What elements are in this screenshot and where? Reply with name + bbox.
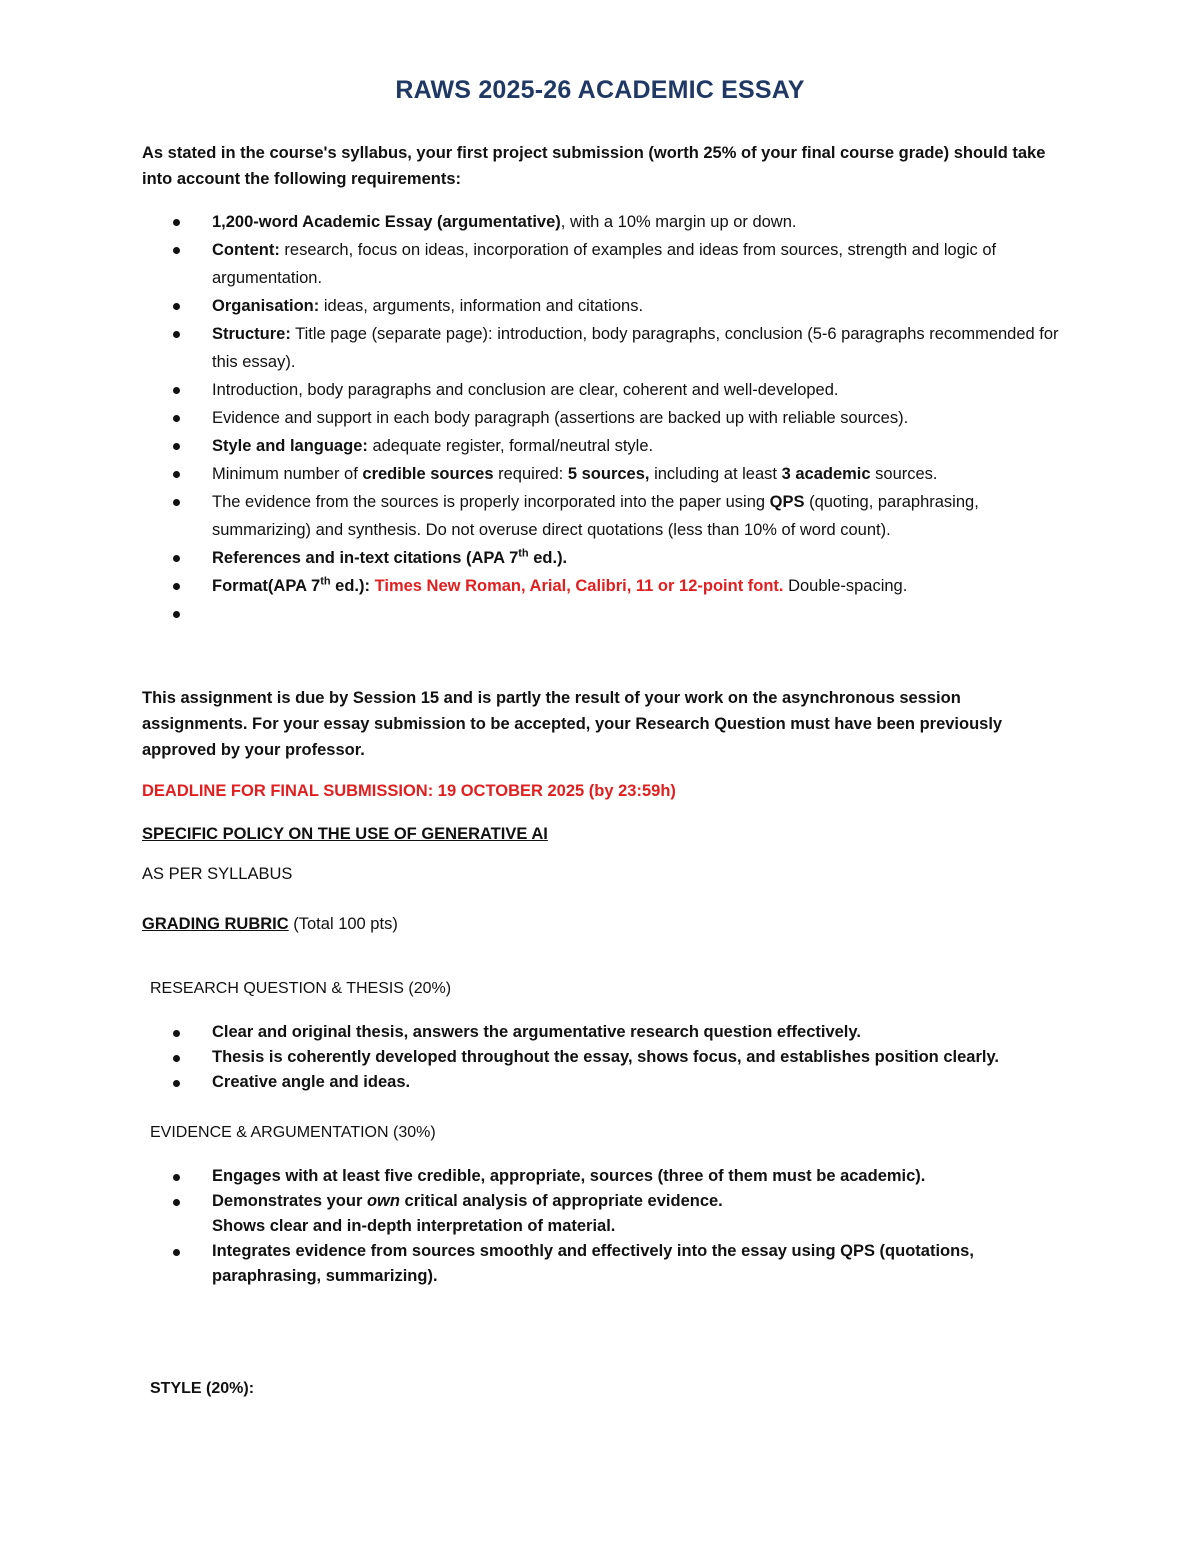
bullet-icon	[173, 247, 180, 254]
list-item: Evidence and support in each body paragraph (assertions are backed up with reliable sources).	[142, 404, 1072, 432]
evidence-criteria-list	[142, 1164, 1072, 1289]
bullet-icon	[173, 1030, 180, 1037]
list-item: The evidence from the sources is properly incorporated into the paper using QPS (quoting, paraphrasing, summarizing) and synthesis. Do not overuse direct quotations (less than 10% of word count).	[142, 488, 1072, 544]
bullet-icon	[173, 1249, 180, 1256]
requirements-list	[142, 208, 1072, 620]
intro-paragraph: As stated in the course's syllabus, your first project submission (worth 25% of your final course grade) should take into account the following requirements:	[142, 144, 1046, 188]
list-item: 1,200-word Academic Essay (argumentative), with a 10% margin up or down.	[142, 208, 1072, 236]
bullet-icon	[173, 1055, 180, 1062]
list-item: Format(APA 7th ed.): Times New Roman, Arial, Calibri, 11 or 12-point font. Double-spacing.	[142, 572, 1072, 600]
list-item: Organisation: ideas, arguments, information and citations.	[142, 292, 1072, 320]
list-item-empty	[142, 600, 1072, 620]
list-item: Clear and original thesis, answers the argumentative research question effectively.	[142, 1020, 1072, 1045]
rubric-heading: GRADING RUBRIC	[142, 915, 289, 933]
rubric-heading-line	[142, 911, 1067, 937]
bullet-icon	[173, 387, 180, 394]
due-paragraph: This assignment is due by Session 15 and is partly the result of your work on the asynchronous session assignments. For your essay submission to be accepted, your Research Question must have been previously approved by your professor.	[142, 689, 1003, 759]
bullet-icon	[173, 499, 180, 506]
bullet-icon	[173, 583, 180, 590]
bullet-icon	[173, 611, 180, 618]
list-item: Engages with at least five credible, appropriate, sources (three of them must be academic).	[142, 1164, 1072, 1189]
bullet-icon	[173, 1174, 180, 1181]
bullet-icon	[173, 471, 180, 478]
research-section-heading: RESEARCH QUESTION & THESIS (20%)	[150, 980, 452, 997]
list-item: Thesis is coherently developed throughout the essay, shows focus, and establishes position clearly.	[142, 1045, 1072, 1070]
list-item: Creative angle and ideas.	[142, 1070, 1072, 1095]
bullet-icon	[173, 415, 180, 422]
bullet-icon	[173, 555, 180, 562]
list-item: Introduction, body paragraphs and conclusion are clear, coherent and well-developed.	[142, 376, 1072, 404]
list-item: Minimum number of credible sources required: 5 sources, including at least 3 academic sources.	[142, 460, 1072, 488]
ai-policy-text: AS PER SYLLABUS	[142, 865, 293, 883]
evidence-section-heading: EVIDENCE & ARGUMENTATION (30%)	[150, 1124, 436, 1141]
bullet-icon	[173, 303, 180, 310]
bullet-icon	[173, 443, 180, 450]
list-item: References and in-text citations (APA 7th ed.).	[142, 544, 1072, 572]
bullet-icon	[173, 1080, 180, 1087]
bullet-icon	[173, 219, 180, 226]
deadline-text: DEADLINE FOR FINAL SUBMISSION: 19 OCTOBER 2025 (by 23:59h)	[142, 782, 676, 800]
bullet-icon	[173, 1199, 180, 1206]
style-section-heading: STYLE (20%):	[150, 1380, 255, 1397]
list-item: Content: research, focus on ideas, incorporation of examples and ideas from sources, strength and logic of argumentation.	[142, 236, 1072, 292]
list-item: Demonstrates your own critical analysis of appropriate evidence. Shows clear and in-depth interpretation of material.	[142, 1189, 1072, 1239]
list-item: Integrates evidence from sources smoothly and effectively into the essay using QPS (quotations, paraphrasing, summarizing).	[142, 1239, 1072, 1289]
list-item: Style and language: adequate register, formal/neutral style.	[142, 432, 1072, 460]
list-item: Structure: Title page (separate page): introduction, body paragraphs, conclusion (5-6 paragraphs recommended for this essay).	[142, 320, 1072, 376]
bullet-icon	[173, 331, 180, 338]
ai-policy-heading: SPECIFIC POLICY ON THE USE OF GENERATIVE AI	[142, 825, 548, 843]
research-criteria-list	[142, 1020, 1072, 1095]
rubric-total: (Total 100 pts)	[288, 915, 398, 933]
document-title: RAWS 2025-26 ACADEMIC ESSAY	[395, 76, 805, 104]
